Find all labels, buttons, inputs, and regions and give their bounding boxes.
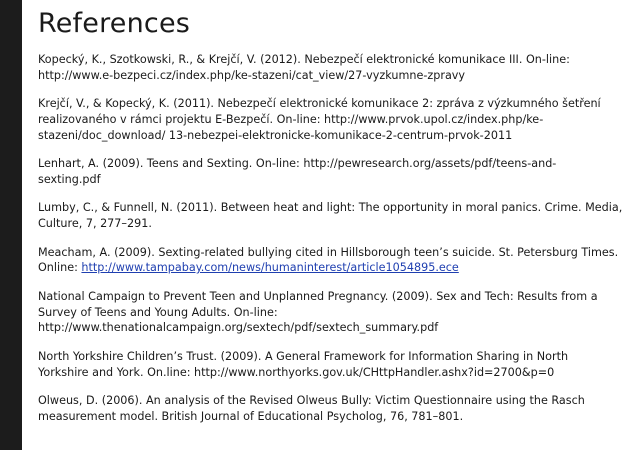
reference-line-with-link bbox=[38, 260, 623, 276]
slide-title: References bbox=[38, 8, 191, 39]
reference-item bbox=[38, 156, 623, 188]
reference-line: measurement model. British Journal of Educational Psycholog, 76, 781–801. bbox=[38, 409, 464, 423]
reference-item bbox=[38, 393, 623, 425]
left-accent-bar bbox=[0, 0, 22, 450]
reference-item bbox=[38, 349, 623, 381]
reference-item bbox=[38, 289, 623, 336]
reference-line: Krejčí, V., & Kopecký, K. (2011). Nebezpečí elektronické komunikace 2: zpráva z výzkumného šetření bbox=[38, 97, 601, 111]
reference-line: stazeni/doc_download/ 13-nebezpei-elektronicke-komunikace-2-centrum-prvok-2011 bbox=[38, 128, 513, 142]
reference-line: Yorkshire and York. On.line: http://www.northyorks.gov.uk/CHttpHandler.ashx?id=2700&p=0 bbox=[38, 365, 555, 379]
reference-line: sexting.pdf bbox=[38, 172, 101, 186]
reference-line: National Campaign to Prevent Teen and Unplanned Pregnancy. (2009). Sex and Tech: Results from a bbox=[38, 289, 598, 303]
reference-line: Meacham, A. (2009). Sexting-related bullying cited in Hillsborough teen’s suicide. St. Petersburg Times. bbox=[38, 245, 619, 259]
reference-line: Culture, 7, 277–291. bbox=[38, 217, 152, 231]
reference-line: realizovaného v rámci projektu E-Bezpečí. On-line: http://www.prvok.upol.cz/index.php/ke- bbox=[38, 112, 544, 126]
reference-line: Survey of Teens and Young Adults. On-line: bbox=[38, 305, 278, 319]
reference-line: Kopecký, K., Szotkowski, R., & Krejčí, V. (2012). Nebezpečí elektronické komunikace III. On-line: bbox=[38, 53, 570, 66]
reference-line: Olweus, D. (2006). An analysis of the Revised Olweus Bully: Victim Questionnaire using the Rasch bbox=[38, 393, 585, 407]
reference-line: North Yorkshire Children’s Trust. (2009). A General Framework for Information Sharing in North bbox=[38, 349, 569, 363]
reference-item bbox=[38, 245, 623, 277]
reference-line: Lenhart, A. (2009). Teens and Sexting. On-line: http://pewresearch.org/assets/pdf/teens-and- bbox=[38, 157, 557, 171]
article-link[interactable]: http://www.tampabay.com/news/humaninterest/article1054895.ece bbox=[81, 261, 459, 275]
reference-item bbox=[38, 96, 623, 143]
references-list bbox=[38, 52, 623, 437]
reference-line: Lumby, C., & Funnell, N. (2011). Between heat and light: The opportunity in moral panics. Crime. Media, bbox=[38, 201, 623, 215]
reference-line-prefix: Online: bbox=[38, 261, 82, 275]
reference-item bbox=[38, 52, 623, 84]
reference-line: http://www.thenationalcampaign.org/sextech/pdf/sextech_summary.pdf bbox=[38, 321, 439, 335]
reference-line: http://www.e-bezpeci.cz/index.php/ke-stazeni/cat_view/27-vyzkumne-zpravy bbox=[38, 68, 466, 82]
reference-item bbox=[38, 200, 623, 232]
